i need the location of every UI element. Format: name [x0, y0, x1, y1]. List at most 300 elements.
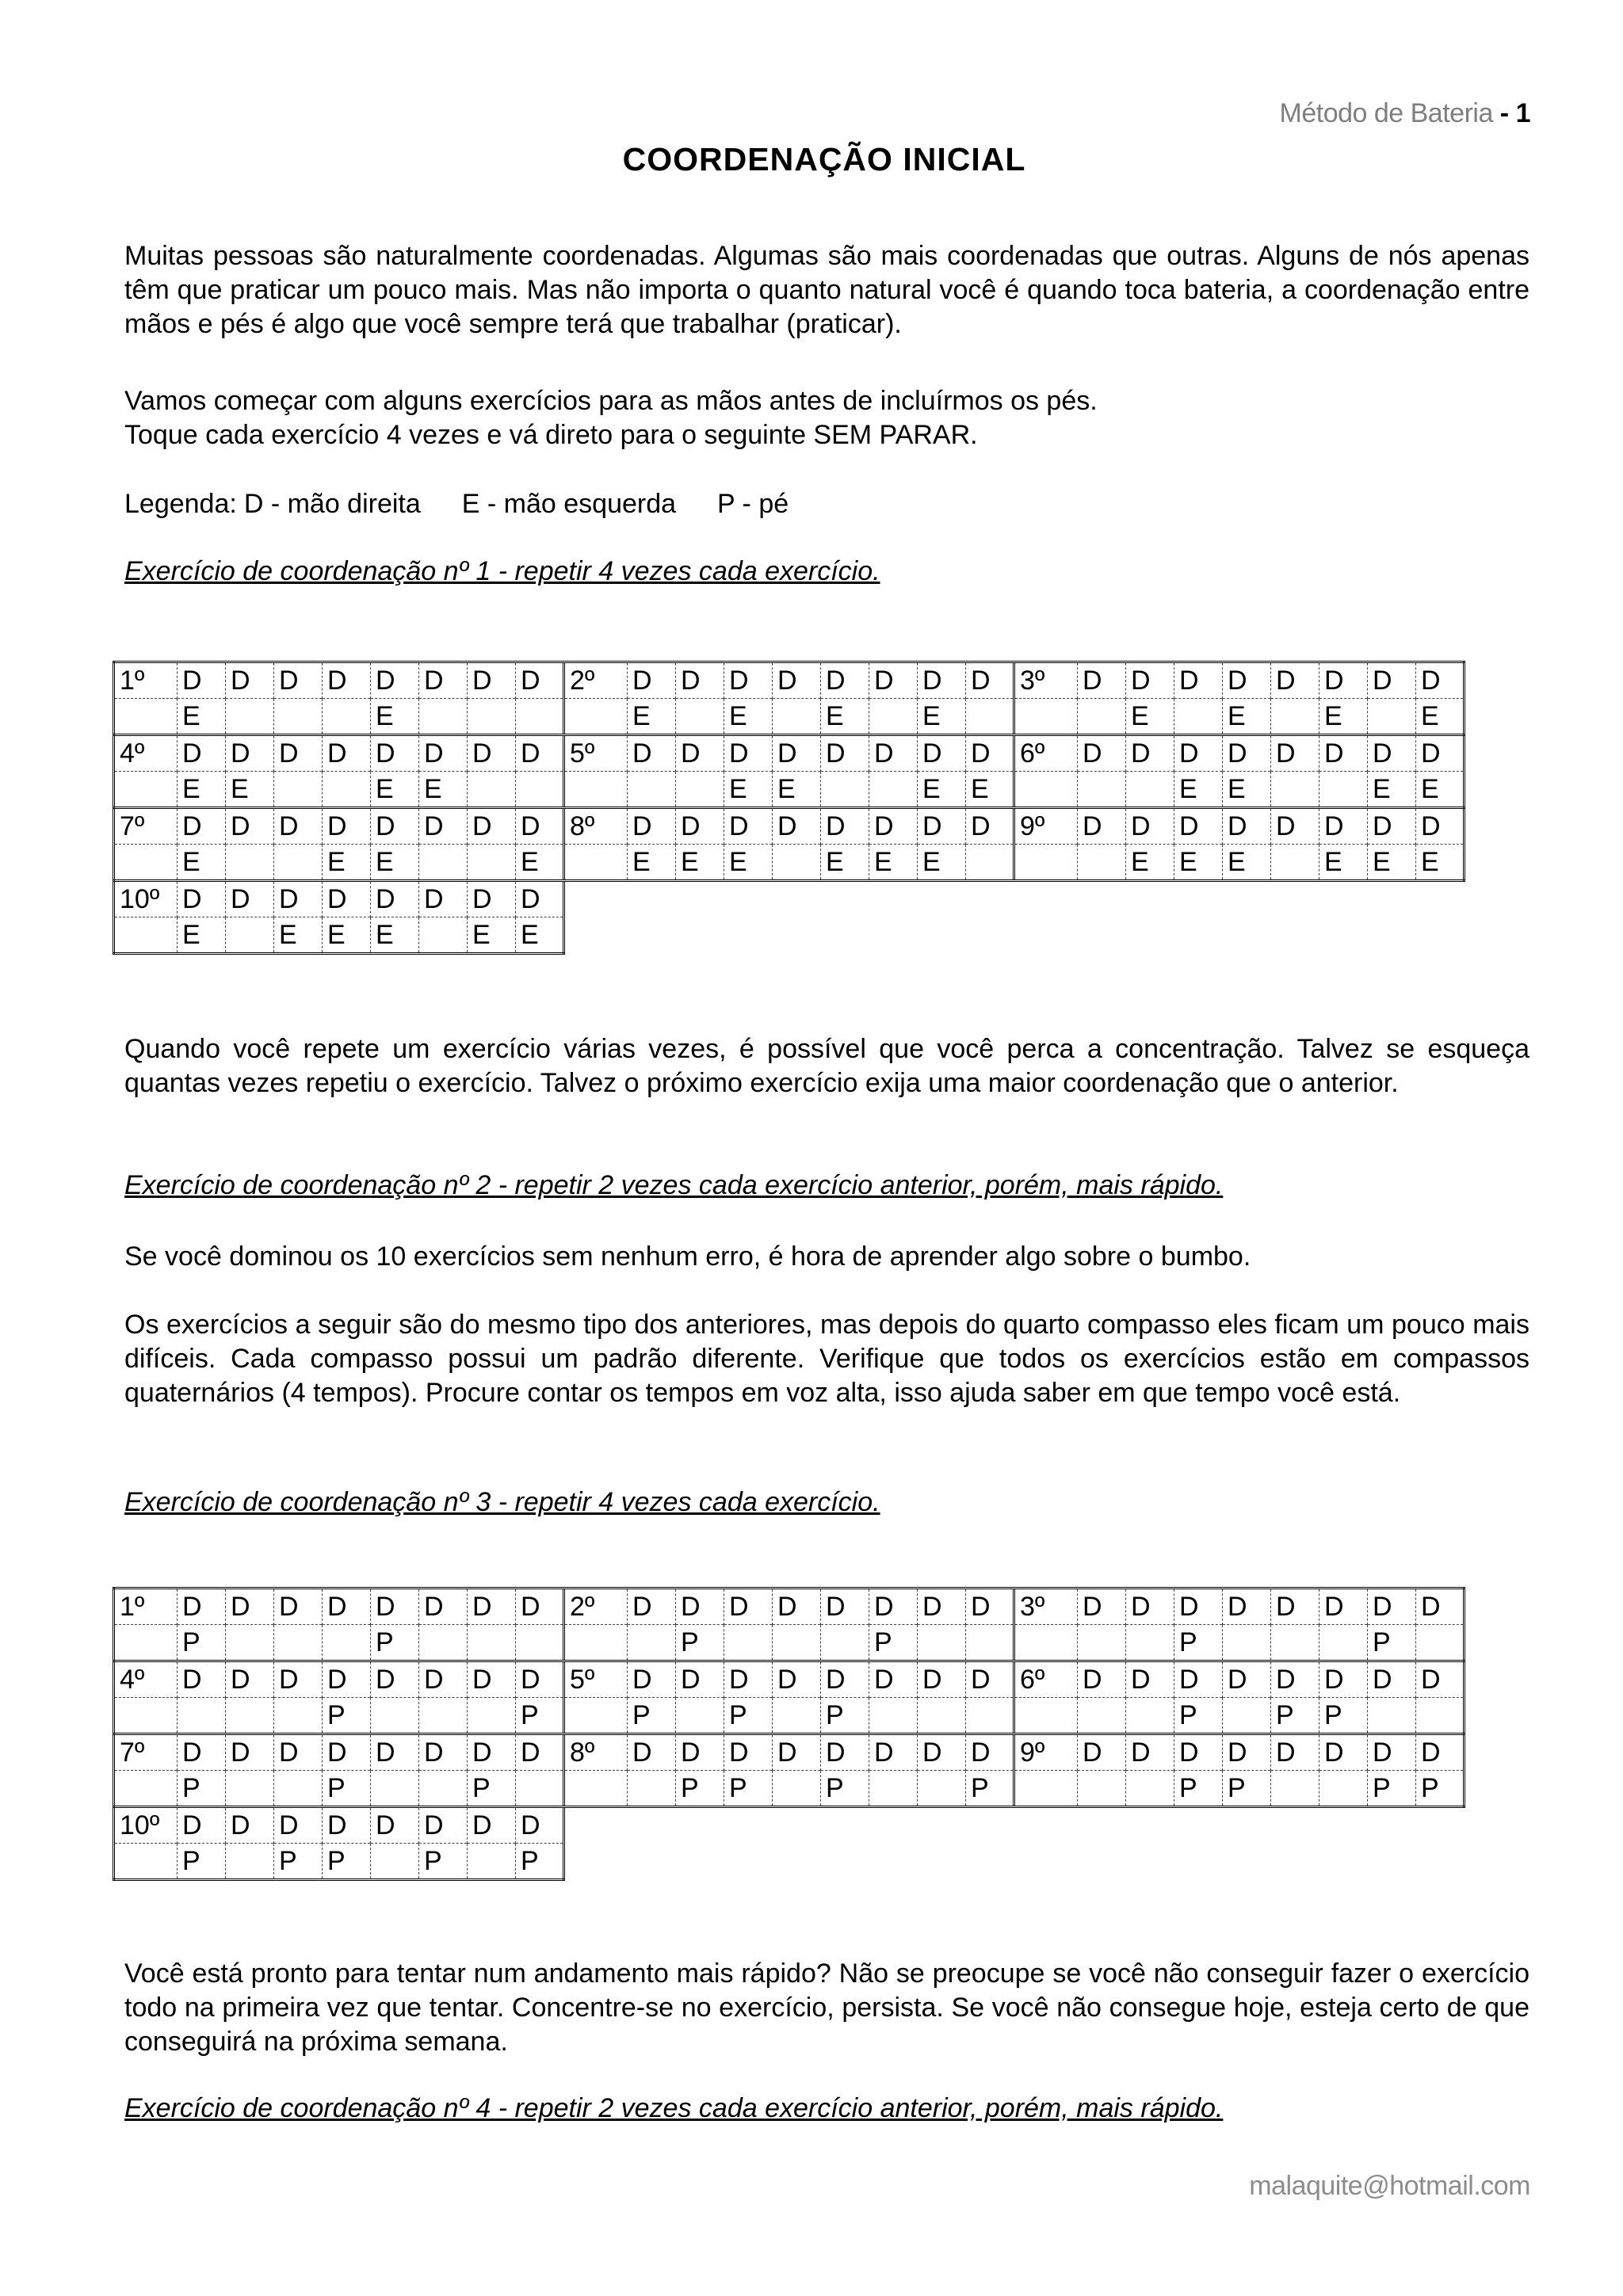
empty-cell — [1319, 881, 1368, 917]
exercise-row-top — [114, 1807, 1465, 1844]
hand-note-cell: D — [419, 735, 468, 772]
exercise-label-spacer — [1014, 1625, 1078, 1661]
limb-note-cell — [1126, 772, 1174, 808]
limb-note-cell: P — [419, 1844, 468, 1880]
hand-note-cell: D — [419, 1589, 468, 1625]
exercise-number: 2º — [564, 662, 628, 699]
empty-cell — [724, 881, 773, 917]
limb-note-cell — [1078, 699, 1126, 735]
hand-note-cell: D — [178, 735, 226, 772]
hand-note-cell: D — [371, 1661, 419, 1698]
exercise-label-spacer — [564, 1625, 628, 1661]
empty-cell — [628, 917, 676, 954]
limb-note-cell — [516, 1771, 564, 1807]
exercise-label-spacer — [114, 699, 178, 735]
limb-note-cell: E — [1416, 772, 1465, 808]
hand-note-cell: D — [1271, 662, 1319, 699]
limb-note-cell — [1319, 772, 1368, 808]
hand-note-cell: D — [628, 735, 676, 772]
exercise-row-bottom — [114, 1771, 1465, 1807]
empty-cell — [918, 1844, 966, 1880]
hand-note-cell: D — [1368, 1734, 1416, 1771]
page-number: 1 — [1515, 98, 1530, 128]
limb-note-cell — [1078, 1771, 1126, 1807]
exercise-number: 8º — [564, 808, 628, 845]
limb-note-cell — [676, 699, 724, 735]
hand-note-cell: D — [419, 662, 468, 699]
limb-note-cell — [1126, 1625, 1174, 1661]
empty-cell — [1223, 917, 1271, 954]
hand-note-cell: D — [274, 662, 323, 699]
limb-note-cell: P — [869, 1625, 918, 1661]
hand-note-cell: D — [226, 808, 274, 845]
empty-cell — [869, 1844, 918, 1880]
hand-note-cell: D — [1319, 1734, 1368, 1771]
exercise-label-spacer — [1014, 1771, 1078, 1807]
hand-note-cell: D — [1368, 735, 1416, 772]
hand-note-cell: D — [773, 1734, 821, 1771]
hand-note-cell: D — [178, 881, 226, 917]
limb-note-cell: E — [516, 845, 564, 881]
hand-note-cell: D — [966, 1661, 1014, 1698]
limb-note-cell — [226, 1844, 274, 1880]
hand-note-cell: D — [773, 662, 821, 699]
empty-cell — [869, 1807, 918, 1844]
exercise-label-spacer — [564, 772, 628, 808]
limb-note-cell: E — [918, 699, 966, 735]
exercise-row-top — [114, 1661, 1465, 1698]
hand-note-cell: D — [1271, 1661, 1319, 1698]
empty-cell — [821, 917, 869, 954]
hand-note-cell: D — [966, 808, 1014, 845]
hand-note-cell: D — [371, 1807, 419, 1844]
empty-cell — [918, 917, 966, 954]
hand-note-cell: D — [178, 662, 226, 699]
limb-note-cell — [323, 1625, 371, 1661]
hand-note-cell: D — [966, 735, 1014, 772]
empty-cell — [869, 881, 918, 917]
limb-note-cell — [821, 1625, 869, 1661]
limb-note-cell: P — [1223, 1771, 1271, 1807]
hand-note-cell: D — [226, 1807, 274, 1844]
hand-note-cell: D — [516, 1734, 564, 1771]
hand-note-cell: D — [1223, 808, 1271, 845]
limb-note-cell: E — [1368, 845, 1416, 881]
hand-note-cell: D — [323, 662, 371, 699]
limb-note-cell — [773, 1625, 821, 1661]
exercise-number: 5º — [564, 1661, 628, 1698]
limb-note-cell — [419, 1771, 468, 1807]
hand-note-cell: D — [918, 662, 966, 699]
limb-note-cell — [274, 1625, 323, 1661]
limb-note-cell: E — [323, 917, 371, 954]
limb-note-cell: P — [1174, 1625, 1223, 1661]
limb-note-cell — [773, 845, 821, 881]
exercise-row-bottom — [114, 1844, 1465, 1880]
limb-note-cell: P — [178, 1844, 226, 1880]
hand-note-cell: D — [1078, 808, 1126, 845]
empty-cell — [1174, 1807, 1223, 1844]
hand-note-cell: D — [918, 1589, 966, 1625]
empty-cell — [1014, 917, 1078, 954]
limb-note-cell — [1126, 1698, 1174, 1734]
hand-note-cell: D — [628, 808, 676, 845]
hand-note-cell: D — [468, 735, 516, 772]
hand-note-cell: D — [323, 1807, 371, 1844]
hand-note-cell: D — [1223, 662, 1271, 699]
limb-note-cell: E — [821, 699, 869, 735]
exercise-label-spacer — [1014, 772, 1078, 808]
hand-note-cell: D — [676, 735, 724, 772]
hand-note-cell: D — [1223, 1661, 1271, 1698]
limb-note-cell: E — [371, 772, 419, 808]
hand-note-cell: D — [676, 1589, 724, 1625]
limb-note-cell: P — [821, 1771, 869, 1807]
empty-cell — [1126, 1844, 1174, 1880]
hand-note-cell: D — [1174, 1589, 1223, 1625]
exercise-label-spacer — [114, 917, 178, 954]
empty-cell — [676, 881, 724, 917]
hand-note-cell: D — [1174, 808, 1223, 845]
hand-note-cell: D — [1271, 808, 1319, 845]
hand-note-cell: D — [1416, 735, 1465, 772]
hand-note-cell: D — [676, 808, 724, 845]
limb-note-cell — [773, 699, 821, 735]
limb-note-cell: P — [1271, 1698, 1319, 1734]
limb-note-cell — [323, 699, 371, 735]
hand-note-cell: D — [178, 1589, 226, 1625]
hand-note-cell: D — [1416, 662, 1465, 699]
limb-note-cell — [628, 1625, 676, 1661]
empty-cell — [1174, 881, 1223, 917]
hand-note-cell: D — [821, 1589, 869, 1625]
hand-note-cell: D — [1174, 662, 1223, 699]
limb-note-cell — [1223, 1625, 1271, 1661]
empty-cell — [1319, 1844, 1368, 1880]
exercise-label-spacer — [1014, 845, 1078, 881]
limb-note-cell — [1078, 845, 1126, 881]
limb-note-cell — [1368, 1698, 1416, 1734]
exercise-3-grid — [113, 1587, 1465, 1881]
hand-note-cell: D — [676, 662, 724, 699]
limb-note-cell — [966, 699, 1014, 735]
empty-cell — [966, 1844, 1014, 1880]
empty-cell — [724, 1807, 773, 1844]
hand-note-cell: D — [371, 808, 419, 845]
limb-note-cell — [966, 1625, 1014, 1661]
limb-note-cell: E — [371, 917, 419, 954]
hand-note-cell: D — [1368, 662, 1416, 699]
hand-note-cell: D — [1416, 808, 1465, 845]
empty-cell — [628, 1844, 676, 1880]
header-separator: - — [1492, 98, 1516, 128]
limb-note-cell: E — [1223, 699, 1271, 735]
limb-note-cell — [1416, 1625, 1465, 1661]
limb-note-cell — [419, 1698, 468, 1734]
intro-paragraph: Muitas pessoas são naturalmente coordenadas. Algumas são mais coordenadas que outras. Alguns de nós apenas têm que praticar um pouco mais. Mas não importa o quanto natural você é quando toca bateria, a coordenação entre mãos e pés é algo que você sempre terá que trabalhar (praticar). — [124, 241, 1529, 339]
empty-cell — [1126, 881, 1174, 917]
limb-note-cell: E — [1368, 772, 1416, 808]
limb-note-cell — [178, 1698, 226, 1734]
empty-cell — [1319, 917, 1368, 954]
hand-note-cell: D — [869, 808, 918, 845]
limb-note-cell: P — [274, 1844, 323, 1880]
hand-note-cell: D — [869, 1734, 918, 1771]
limb-note-cell — [918, 1625, 966, 1661]
limb-note-cell — [724, 1625, 773, 1661]
limb-note-cell: E — [1319, 699, 1368, 735]
limb-note-cell — [274, 699, 323, 735]
empty-cell — [966, 917, 1014, 954]
hand-note-cell: D — [724, 1734, 773, 1771]
hand-note-cell: D — [1126, 662, 1174, 699]
hand-note-cell: D — [1416, 1661, 1465, 1698]
exercise-number: 5º — [564, 735, 628, 772]
hand-note-cell: D — [773, 808, 821, 845]
exercise-label-spacer — [1014, 1698, 1078, 1734]
empty-cell — [1174, 1844, 1223, 1880]
empty-cell — [1126, 1807, 1174, 1844]
hand-note-cell: D — [371, 1589, 419, 1625]
limb-note-cell: P — [1174, 1771, 1223, 1807]
hand-note-cell: D — [516, 1661, 564, 1698]
hand-note-cell: D — [1078, 1661, 1126, 1698]
exercise-number: 2º — [564, 1589, 628, 1625]
limb-note-cell — [226, 699, 274, 735]
hand-note-cell: D — [1126, 735, 1174, 772]
empty-cell — [773, 1844, 821, 1880]
footer-email: malaquite@hotmail.com — [1249, 2171, 1530, 2201]
limb-note-cell: P — [468, 1771, 516, 1807]
hand-note-cell: D — [724, 1661, 773, 1698]
hand-note-cell: D — [226, 662, 274, 699]
empty-cell — [1223, 1844, 1271, 1880]
limb-note-cell — [226, 1625, 274, 1661]
empty-cell — [1078, 881, 1126, 917]
limb-note-cell — [323, 772, 371, 808]
limb-note-cell: P — [371, 1625, 419, 1661]
doc-name: Método de Bateria — [1279, 98, 1493, 128]
empty-cell — [1368, 917, 1416, 954]
hand-note-cell: D — [1319, 735, 1368, 772]
empty-cell — [724, 1844, 773, 1880]
limb-note-cell — [1271, 772, 1319, 808]
exercise-label-spacer — [114, 1844, 178, 1880]
hand-note-cell: D — [724, 735, 773, 772]
limb-note-cell: E — [323, 845, 371, 881]
hand-note-cell: D — [966, 662, 1014, 699]
hand-note-cell: D — [419, 1807, 468, 1844]
empty-cell — [1271, 1807, 1319, 1844]
empty-cell — [1126, 917, 1174, 954]
limb-note-cell — [676, 1698, 724, 1734]
limb-note-cell: P — [323, 1698, 371, 1734]
empty-cell — [1078, 1844, 1126, 1880]
hand-note-cell: D — [468, 1807, 516, 1844]
empty-cell — [1014, 1844, 1078, 1880]
limb-note-cell: P — [966, 1771, 1014, 1807]
hand-note-cell: D — [1126, 1734, 1174, 1771]
limb-note-cell — [628, 1771, 676, 1807]
limb-note-cell — [1416, 1698, 1465, 1734]
limb-note-cell: E — [371, 699, 419, 735]
empty-cell — [724, 917, 773, 954]
empty-cell — [564, 1844, 628, 1880]
limb-note-cell: P — [323, 1844, 371, 1880]
exercise-label-spacer — [1014, 699, 1078, 735]
limb-note-cell: E — [676, 845, 724, 881]
limb-note-cell: P — [323, 1771, 371, 1807]
empty-cell — [869, 917, 918, 954]
empty-cell — [1368, 881, 1416, 917]
hand-note-cell: D — [178, 808, 226, 845]
limb-note-cell — [371, 1698, 419, 1734]
limb-note-cell — [1078, 1698, 1126, 1734]
limb-note-cell: E — [178, 699, 226, 735]
empty-cell — [1271, 917, 1319, 954]
limb-note-cell — [468, 845, 516, 881]
legend-label: Legenda: — [124, 489, 237, 519]
hand-note-cell: D — [1174, 1734, 1223, 1771]
limb-note-cell — [274, 1771, 323, 1807]
hand-note-cell: D — [516, 881, 564, 917]
hand-note-cell: D — [419, 881, 468, 917]
limb-note-cell: E — [724, 845, 773, 881]
hand-note-cell: D — [419, 808, 468, 845]
empty-cell — [773, 1807, 821, 1844]
limb-note-cell: E — [821, 845, 869, 881]
running-header — [1280, 98, 1530, 129]
hand-note-cell: D — [226, 1734, 274, 1771]
hand-note-cell: D — [226, 881, 274, 917]
exercise-row-top — [114, 1589, 1465, 1625]
limb-note-cell — [773, 1771, 821, 1807]
hand-note-cell: D — [274, 881, 323, 917]
hand-note-cell: D — [1078, 662, 1126, 699]
empty-cell — [1223, 1807, 1271, 1844]
exercise-row-bottom — [114, 1698, 1465, 1734]
hand-note-cell: D — [323, 735, 371, 772]
limb-note-cell — [869, 699, 918, 735]
hand-note-cell: D — [1271, 1589, 1319, 1625]
empty-cell — [773, 917, 821, 954]
hand-note-cell: D — [1078, 1589, 1126, 1625]
limb-note-cell: P — [1368, 1625, 1416, 1661]
hand-note-cell: D — [628, 662, 676, 699]
exercise-2-heading: Exercício de coordenação nº 2 - repetir 2 vezes cada exercício anterior, porém, mais rápido. — [124, 1170, 1224, 1200]
limb-note-cell: E — [1416, 845, 1465, 881]
limb-note-cell — [419, 917, 468, 954]
limb-note-cell: E — [628, 845, 676, 881]
hand-note-cell: D — [323, 1589, 371, 1625]
empty-cell — [1368, 1844, 1416, 1880]
limb-note-cell: E — [274, 917, 323, 954]
hand-note-cell: D — [724, 808, 773, 845]
hand-note-cell: D — [869, 1589, 918, 1625]
hand-note-cell: D — [516, 808, 564, 845]
limb-note-cell: P — [178, 1625, 226, 1661]
limb-note-cell: E — [724, 772, 773, 808]
limb-note-cell — [1271, 699, 1319, 735]
limb-note-cell — [1368, 699, 1416, 735]
hand-note-cell: D — [226, 1589, 274, 1625]
hand-note-cell: D — [1319, 1661, 1368, 1698]
hand-note-cell: D — [274, 1589, 323, 1625]
empty-cell — [564, 1807, 628, 1844]
limb-note-cell: P — [178, 1771, 226, 1807]
empty-cell — [1271, 1844, 1319, 1880]
hand-note-cell: D — [371, 662, 419, 699]
limb-note-cell — [419, 699, 468, 735]
limb-note-cell: E — [966, 772, 1014, 808]
limb-note-cell — [1319, 1771, 1368, 1807]
hand-note-cell: D — [516, 735, 564, 772]
limb-note-cell: E — [773, 772, 821, 808]
exercise-row-bottom — [114, 772, 1465, 808]
hand-note-cell: D — [419, 1661, 468, 1698]
limb-note-cell — [468, 1844, 516, 1880]
limb-note-cell: E — [371, 845, 419, 881]
hand-note-cell: D — [226, 735, 274, 772]
hand-note-cell: D — [274, 1661, 323, 1698]
hand-note-cell: D — [1223, 1589, 1271, 1625]
limb-note-cell — [966, 1698, 1014, 1734]
exercise-number: 9º — [1014, 1734, 1078, 1771]
paragraph-next-exercises: Os exercícios a seguir são do mesmo tipo dos anteriores, mas depois do quarto compasso eles ficam um pouco mais difíceis. Cada compasso possui um padrão diferente. Verifique que todos os exercícios estão em compassos quaternários (4 tempos). Procure contar os tempos em voz alta, isso ajuda saber em que tempo você está. — [124, 1310, 1529, 1408]
hand-note-cell: D — [468, 1734, 516, 1771]
hand-note-cell: D — [1368, 808, 1416, 845]
limb-note-cell — [468, 1625, 516, 1661]
empty-cell — [676, 917, 724, 954]
hand-note-cell: D — [676, 1734, 724, 1771]
hand-note-cell: D — [724, 662, 773, 699]
hand-note-cell: D — [724, 1589, 773, 1625]
limb-note-cell — [869, 1771, 918, 1807]
exercise-row-bottom — [114, 699, 1465, 735]
exercise-row-top — [114, 881, 1465, 917]
limb-note-cell — [274, 845, 323, 881]
limb-note-cell: E — [516, 917, 564, 954]
legend-item-left-hand: E - mão esquerda — [461, 489, 677, 519]
exercise-4-heading: Exercício de coordenação nº 4 - repetir 2 vezes cada exercício anterior, porém, mais rápido. — [124, 2093, 1224, 2123]
hand-note-cell: D — [821, 662, 869, 699]
limb-note-cell: E — [918, 772, 966, 808]
empty-cell — [821, 881, 869, 917]
limb-note-cell — [869, 772, 918, 808]
limb-note-cell — [918, 1698, 966, 1734]
limb-note-cell: P — [676, 1771, 724, 1807]
limb-note-cell: E — [1223, 772, 1271, 808]
exercise-label-spacer — [564, 1698, 628, 1734]
hand-note-cell: D — [274, 1807, 323, 1844]
exercise-number: 6º — [1014, 1661, 1078, 1698]
exercise-number: 4º — [114, 735, 178, 772]
limb-note-cell: E — [1174, 845, 1223, 881]
hand-note-cell: D — [676, 1661, 724, 1698]
limb-note-cell — [274, 1698, 323, 1734]
hand-note-cell: D — [821, 735, 869, 772]
limb-note-cell — [773, 1698, 821, 1734]
exercise-1-grid — [113, 661, 1465, 955]
limb-note-cell — [516, 772, 564, 808]
empty-cell — [1416, 1844, 1465, 1880]
limb-note-cell — [1271, 1625, 1319, 1661]
limb-note-cell: E — [1223, 845, 1271, 881]
hand-note-cell: D — [323, 881, 371, 917]
hand-note-cell: D — [178, 1734, 226, 1771]
empty-cell — [1271, 881, 1319, 917]
empty-cell — [1368, 1807, 1416, 1844]
